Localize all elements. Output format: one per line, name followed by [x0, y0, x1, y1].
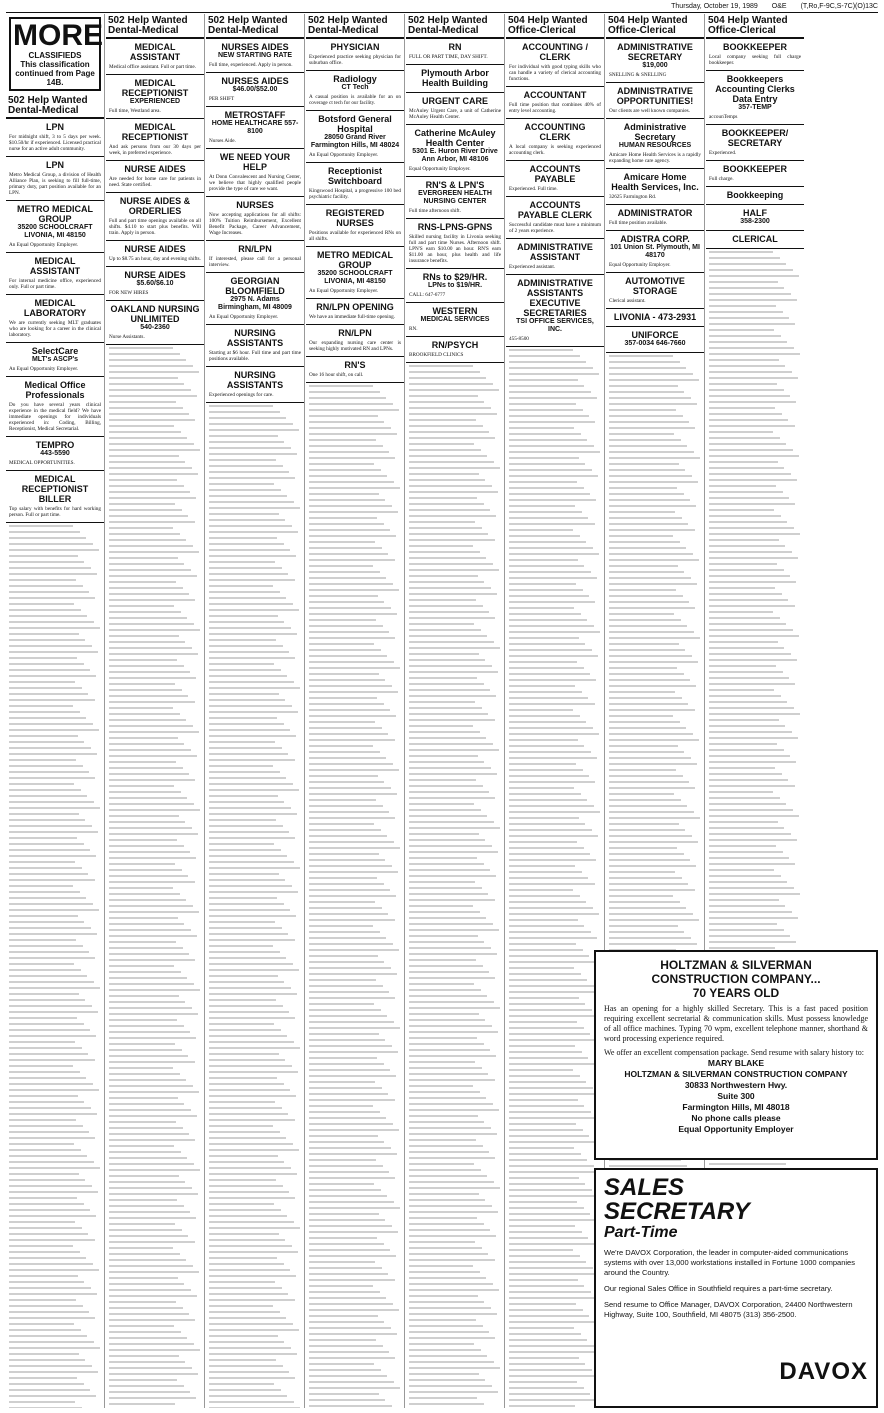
ad-headline: NURSE AIDES & ORDERLIES — [119, 196, 191, 216]
ad-body: Full time position that combines 40% of entry level accounting. — [509, 102, 601, 114]
ad-headline: Amicare Home Health Services, Inc. — [611, 172, 699, 192]
column-heading: 502 Help Wanted Dental-Medical — [6, 94, 104, 119]
ad-headline: RN/LPN — [238, 244, 272, 254]
ad-subhead: 2975 N. Adams Birmingham, MI 48009 — [218, 296, 292, 311]
classified-ad — [206, 367, 304, 403]
ad-headline: ADMINISTRATIVE ASSISTANTS EXECUTIVE SECRETARIES — [517, 278, 593, 318]
more-title: MORE — [13, 19, 103, 52]
ad-headline: RN'S & LPN'S — [425, 180, 485, 190]
classified-ad — [706, 205, 804, 231]
ad-body: Positions available for experienced RNs on all shifts. — [309, 230, 401, 242]
ad-body: 32625 Farmington Rd. — [609, 194, 657, 200]
ad-body: Up to $8.75 an hour, day and evening shifts. — [109, 256, 201, 262]
classified-column — [6, 14, 105, 1408]
ad-subhead: HOME HEALTHCARE 557-8100 — [211, 120, 299, 135]
classified-ad — [306, 325, 404, 357]
ad-subhead: MEDICAL SERVICES — [420, 316, 490, 323]
ad-subhead: $19,000 — [642, 62, 668, 69]
ad-body: An Equal Opportunity Employer. — [309, 288, 379, 294]
ad-body: Amicare Home Health Services is a rapidly expanding home care agency. — [609, 152, 701, 164]
ad-body: RN. — [409, 326, 418, 332]
classified-ad — [206, 273, 304, 325]
ad-headline: ADMINISTRATIVE ASSISTANT — [517, 242, 593, 262]
column-heading: 502 Help Wanted Dental-Medical — [106, 14, 204, 39]
classified-ad — [106, 193, 204, 241]
classified-ad — [6, 119, 104, 157]
ad-body: Kingswood Hospital, a progressive 100 bed psychiatric facility. — [309, 188, 401, 200]
ad-subhead: $46.00/$52.00 — [232, 86, 278, 93]
classified-ad — [6, 471, 104, 523]
classified-ad — [406, 93, 504, 125]
classified-ad — [506, 87, 604, 119]
ad-headline: CLERICAL — [732, 234, 778, 244]
ad-subhead: 5301 E. Huron River Drive Ann Arbor, MI 48106 — [412, 148, 498, 163]
ad-headline: ACCOUNTS PAYABLE — [529, 164, 581, 184]
classified-ad — [306, 163, 404, 205]
ad-body: We are currently seeking MLT graduates who are looking for a career in the clinical laboratory. — [9, 320, 101, 338]
classified-ad — [706, 71, 804, 125]
ad-body: BROOKFIELD CLINICS — [409, 352, 464, 358]
ad-headline: NURSING ASSISTANTS — [226, 328, 284, 348]
ad-body: For midnight shift, 3 to 5 days per week. $10.50/hr if experienced. Licensed practical nurse for an active adult community. — [9, 134, 101, 152]
ad-subhead: TSI OFFICE SERVICES, INC. — [516, 318, 594, 333]
ad-headline: MEDICAL RECEPTIONIST — [121, 78, 189, 98]
classified-ad — [106, 119, 204, 161]
ad-headline: WE NEED YOUR HELP — [219, 152, 291, 172]
column-heading: 504 Help Wanted Office-Clerical — [606, 14, 704, 39]
classified-ad — [706, 39, 804, 71]
ad-body: McAuley Urgent Care, a unit of Catherine McAuley Health Center. — [409, 108, 501, 120]
ad-subhead: CT Tech — [341, 84, 369, 91]
ad-headline: TEMPRO — [35, 440, 75, 450]
classified-ad — [106, 267, 204, 301]
holtzman-contact6: No phone calls please — [691, 1113, 781, 1123]
classified-ad — [706, 125, 804, 161]
ad-subhead: $5.60/$6.10 — [136, 280, 174, 287]
ad-headline: MEDICAL RECEPTIONIST — [121, 122, 189, 142]
ad-headline: HALF — [743, 208, 767, 218]
classified-ad — [206, 197, 304, 241]
classified-ad — [6, 201, 104, 253]
ad-headline: Bookkeeping — [726, 190, 784, 200]
classified-ad — [306, 39, 404, 71]
classified-ad — [206, 241, 304, 273]
ad-subhead: MLT's ASCP's — [31, 356, 79, 363]
ad-headline: BOOKKEEPER — [722, 42, 787, 52]
ad-headline: AUTOMOTIVE STORAGE — [625, 276, 685, 296]
column-heading: 504 Help Wanted Office-Clerical — [506, 14, 604, 39]
ad-body: MEDICAL OPPORTUNITIES. — [9, 460, 75, 466]
classified-ad — [606, 231, 704, 273]
classified-column — [206, 14, 305, 1408]
classified-ad — [306, 205, 404, 247]
ad-body: Top salary with benefits for hard working person. Full or part time. — [9, 506, 101, 518]
fine-print-lines — [9, 525, 101, 1408]
more-classifieds-box — [9, 17, 101, 91]
ad-headline: MEDICAL ASSISTANT — [29, 256, 81, 276]
classified-ad — [106, 39, 204, 75]
classified-ad — [106, 301, 204, 345]
ad-headline: MEDICAL RECEPTIONIST BILLER — [21, 474, 89, 504]
ad-headline: ACCOUNTANT — [523, 90, 587, 100]
sales-body3: Send resume to Office Manager, DAVOX Corporation, 24400 Northwestern Highway, Suite 100, Southfield, MI 48075 (313) 356-2500. — [604, 1300, 853, 1319]
ad-body: Full time position available. — [609, 220, 668, 226]
ad-headline: METROSTAFF — [224, 110, 286, 120]
fine-print-lines — [209, 405, 301, 1408]
classified-ad — [506, 161, 604, 197]
classified-column — [106, 14, 205, 1408]
ad-headline: SelectCare — [31, 346, 79, 356]
ad-body: Experienced assistant. — [509, 264, 556, 270]
ad-body: PER SHIFT — [209, 96, 235, 102]
classified-ad — [506, 197, 604, 239]
classified-ad — [106, 75, 204, 119]
ad-headline: NURSES AIDES — [221, 76, 289, 86]
ad-body: FOR NEW HIRES — [109, 290, 149, 296]
ad-subhead: EXPERIENCED — [129, 98, 181, 105]
ad-subhead: 101 Union St. Plymouth, MI 48170 — [610, 244, 700, 259]
ad-headline: LIVONIA - 473-2931 — [613, 312, 697, 322]
classified-ad — [706, 231, 804, 249]
ad-headline: Receptionist Switchboard — [327, 166, 382, 186]
classified-ad — [206, 39, 304, 73]
ad-body: Experienced practice seeking physician for suburban office. — [309, 54, 401, 66]
ad-headline: NURSES AIDES — [221, 42, 289, 52]
classified-ad — [606, 39, 704, 83]
ad-headline: METRO MEDICAL GROUP — [17, 204, 93, 224]
ad-body: Successful candidate must have a minimum of 2 years experience. — [509, 222, 601, 234]
classified-ad — [506, 239, 604, 275]
holtzman-body2: We offer an excellent compensation package. Send resume with salary history to: — [604, 1048, 865, 1057]
ad-headline: BOOKKEEPER — [722, 164, 787, 174]
ad-headline: METRO MEDICAL GROUP — [317, 250, 393, 270]
classified-ad — [306, 357, 404, 383]
ad-body: A casual position is available for an on coverage ct tech for our facility. — [309, 94, 401, 106]
ad-headline: Botsford General Hospital — [318, 114, 392, 134]
ad-body: Nurses Aide. — [209, 138, 236, 144]
ad-body: Medical office assistant. Full or part time. — [109, 64, 196, 70]
more-line2: This classification continued from Page 14B. — [15, 60, 95, 87]
classified-ad — [606, 83, 704, 119]
holtzman-contact5: Farmington Hills, MI 48018 — [682, 1102, 790, 1112]
classified-ad — [6, 343, 104, 377]
ad-body: CALL: 647-6777 — [409, 292, 446, 298]
header-edition: O&E — [771, 2, 787, 10]
classified-ad — [406, 303, 504, 337]
ad-headline: PHYSICIAN — [330, 42, 380, 52]
ad-headline: Radiology — [333, 74, 377, 84]
classified-ad — [406, 337, 504, 363]
ad-headline: RNS-LPNS-GPNS — [417, 222, 493, 232]
ad-headline: NURSES — [236, 200, 274, 210]
ad-body: A local company is seeking experienced accounting clerk. — [509, 144, 601, 156]
sales-title3: Part-Time — [604, 1224, 678, 1241]
classified-ad — [6, 377, 104, 437]
column-heading: 502 Help Wanted Dental-Medical — [306, 14, 404, 39]
classified-ad — [206, 107, 304, 149]
ad-body: Full and part time openings available on all shifts. $4.10 to start plus benefits. Will train. Apply in person. — [109, 218, 201, 236]
fine-print-lines — [409, 365, 501, 1408]
classified-ad — [606, 327, 704, 353]
classified-ad — [606, 119, 704, 169]
ad-headline: ACCOUNTING CLERK — [524, 122, 586, 142]
page-header — [6, 0, 878, 13]
ad-headline: URGENT CARE — [421, 96, 488, 106]
classified-ad — [406, 39, 504, 65]
ad-body: Full time afternoon shift. — [409, 208, 461, 214]
classified-ad — [206, 73, 304, 107]
ad-body: For individual with good typing skills who can handle a variety of clerical accounting functions. — [509, 64, 601, 82]
ad-subhead: 443-5590 — [40, 450, 70, 457]
davox-sales-ad — [594, 1168, 878, 1408]
holtzman-body: Has an opening for a highly skilled Secretary. This is a fast paced position requiring excellent secretarial & communication skills. Must possess knowledge of all office machines. Typing 70 wpm, excellent telephone manner, shorthand & word processing experience required. — [604, 1004, 868, 1043]
classified-ad — [606, 273, 704, 309]
classified-ad — [606, 205, 704, 231]
classified-ad — [506, 275, 604, 347]
ad-body: accounTemps — [709, 114, 738, 120]
ad-body: Metro Medical Group, a division of Health Alliance Plan, is seeking to fill full-time, primary duty, part position available for an LPN. — [9, 172, 101, 196]
holtzman-title2: CONSTRUCTION COMPANY... — [651, 972, 821, 986]
classified-column — [306, 14, 405, 1408]
ad-body: FULL OR PART TIME, DAY SHIFT. — [409, 54, 488, 60]
ad-body: Experienced. Full time. — [509, 186, 558, 192]
classified-ad — [6, 295, 104, 343]
ad-subhead: 540-2360 — [140, 324, 170, 331]
ad-headline: NURSING ASSISTANTS — [226, 370, 284, 390]
holtzman-display-ad — [594, 950, 878, 1160]
ad-headline: ADMINISTRATIVE OPPORTUNITIES! — [616, 86, 694, 106]
ad-headline: ACCOUNTS PAYABLE CLERK — [517, 200, 593, 220]
ad-body: Equal Opportunity Employer. — [409, 166, 471, 172]
classified-ad — [406, 177, 504, 219]
sales-body2: Our regional Sales Office in Southfield requires a part-time secretary. — [604, 1284, 833, 1293]
classified-ad — [606, 309, 704, 327]
davox-logo: DAVOX — [779, 1358, 868, 1385]
ad-body: Now accepting applications for all shifts: 100% Tuition Reimbursement, Excellent Benefit Package, Career Advancement, Wage Increases. — [209, 212, 301, 236]
ad-headline: GEORGIAN BLOOMFIELD — [225, 276, 285, 296]
holtzman-contact3: 30833 Northwestern Hwy. — [684, 1080, 788, 1090]
ad-headline: WESTERN — [432, 306, 478, 316]
classified-ad — [506, 119, 604, 161]
classified-ad — [606, 169, 704, 205]
ad-body: Full charge. — [709, 176, 734, 182]
holtzman-contact7: Equal Opportunity Employer — [678, 1124, 794, 1134]
ad-headline: ADISTRA CORP. — [620, 234, 690, 244]
classified-ad — [406, 219, 504, 269]
ad-body: Clerical assistant. — [609, 298, 646, 304]
ad-subhead: HUMAN RESOURCES — [618, 142, 692, 149]
ad-headline: ACCOUNTING / CLERK — [522, 42, 588, 62]
header-code: (T,Ro,F-9C,S-7C)(O)13C — [800, 2, 878, 10]
ad-body: At Donn Convalescent and Nursing Center, we believe that highly qualified people provide the type of care we want. — [209, 174, 301, 192]
ad-body: Experienced. — [709, 150, 737, 156]
ad-headline: REGISTERED NURSES — [325, 208, 385, 228]
classified-ad — [6, 157, 104, 201]
ad-body: Our clients are well known companies. — [609, 108, 690, 114]
holtzman-title1: HOLTZMAN & SILVERMAN — [660, 958, 812, 972]
fine-print-lines — [509, 349, 601, 1408]
ad-subhead: 358-2300 — [740, 218, 770, 225]
ad-body: Equal Opportunity Employer. — [609, 262, 671, 268]
classified-ad — [206, 325, 304, 367]
ad-headline: LPN — [46, 122, 64, 132]
ad-body: Starting at $6 hour. Full time and part time positions available. — [209, 350, 301, 362]
header-date: Thursday, October 19, 1989 — [671, 2, 758, 10]
sales-title2: SECRETARY — [604, 1198, 750, 1225]
ad-headline: ADMINISTRATIVE SECRETARY — [617, 42, 693, 62]
ad-headline: UNIFORCE — [631, 330, 679, 340]
ad-headline: BOOKKEEPER/ SECRETARY — [721, 128, 789, 148]
ad-headline: MEDICAL LABORATORY — [23, 298, 87, 318]
ad-headline: MEDICAL ASSISTANT — [129, 42, 181, 62]
ad-headline: ADMINISTRATOR — [617, 208, 693, 218]
ad-headline: NURSE AIDES — [124, 164, 186, 174]
classified-ad — [506, 39, 604, 87]
ad-body: An Equal Opportunity Employer. — [9, 366, 79, 372]
ad-subhead: 35200 SCHOOLCRAFT LIVONIA, MI 48150 — [317, 270, 393, 285]
sales-title1: SALES — [604, 1174, 685, 1201]
ad-body: Experienced openings for care. — [209, 392, 274, 398]
column-heading: 502 Help Wanted Dental-Medical — [406, 14, 504, 39]
ad-subhead: 357-0034 646-7660 — [624, 340, 686, 347]
ad-body: And ask persons from our 30 days per week, in preferred experience. — [109, 144, 201, 156]
classified-ad — [106, 161, 204, 193]
ad-body: 455-8500 — [509, 336, 529, 342]
ad-headline: Catherine McAuley Health Center — [414, 128, 496, 148]
ad-headline: NURSE AIDES — [124, 244, 186, 254]
holtzman-contact2: HOLTZMAN & SILVERMAN CONSTRUCTION COMPANY — [624, 1069, 848, 1079]
ad-body: An Equal Opportunity Employer. — [9, 242, 79, 248]
more-line1: CLASSIFIEDS — [28, 51, 82, 60]
fine-print-lines — [109, 347, 201, 1408]
classified-ad — [306, 111, 404, 163]
ad-headline: OAKLAND NURSING UNLIMITED — [110, 304, 200, 324]
ad-subhead: 28050 Grand River Farmington Hills, MI 48024 — [310, 134, 400, 149]
ad-body: Skilled nursing facility in Livonia seeking full and part time Nurses. Afternoon shift. LPN'S earn $10.00 an hour. RN'S earn $11.00 an hour, plus health and life insurance benefits. — [409, 234, 501, 264]
classified-ad — [6, 253, 104, 295]
classified-ad — [206, 149, 304, 197]
classified-ad — [406, 269, 504, 303]
ad-body: Local company seeking full charge bookkeeper. — [709, 54, 801, 66]
classified-column — [506, 14, 605, 1408]
ad-body: Do you have several years clinical experience in the medical field? We have immediate openings for individuals experienced in: Coding, Billing, Receptionist, Medical Secretarial. — [9, 402, 101, 432]
ad-headline: Plymouth Arbor Health Building — [421, 68, 489, 88]
ad-body: Nurse Assistants. — [109, 334, 145, 340]
ad-body: SNELLING & SNELLING — [609, 72, 667, 78]
classified-ad — [306, 299, 404, 325]
classified-ad — [406, 65, 504, 93]
classified-column — [406, 14, 505, 1408]
classified-ad — [306, 71, 404, 111]
column-heading: 502 Help Wanted Dental-Medical — [206, 14, 304, 39]
classified-ad — [706, 161, 804, 187]
classified-ad — [406, 125, 504, 177]
ad-body: Are needed for home care for patients in need. State certified. — [109, 176, 201, 188]
sales-body1: We're DAVOX Corporation, the leader in computer-aided communications systems with over 13,000 workstations installed in Fortune 1000 companies around the Country. — [604, 1248, 855, 1277]
classified-ad — [6, 437, 104, 471]
ad-subhead: 35200 SCHOOLCRAFT LIVONIA, MI 48150 — [17, 224, 93, 239]
ad-headline: Medical Office Professionals — [24, 380, 86, 400]
ad-headline: Bookkeepers Accounting Clerks Data Entry — [715, 74, 795, 104]
classified-ad — [706, 187, 804, 205]
ad-body: An Equal Opportunity Employer. — [309, 152, 379, 158]
ad-headline: RNs to $29/HR. — [422, 272, 488, 282]
ad-headline: RN/LPN — [338, 328, 372, 338]
ad-subhead: LPNs to $19/HR. — [427, 282, 483, 289]
ad-body: We have an immediate full-time opening. — [309, 314, 396, 320]
ad-subhead: 357-TEMP — [738, 104, 772, 111]
ad-headline: RN'S — [344, 360, 366, 370]
classified-ad — [306, 247, 404, 299]
ad-body: If interested, please call for a personal interview. — [209, 256, 301, 268]
ad-body: Full time, experienced. Apply in person. — [209, 62, 293, 68]
holtzman-title3: 70 YEARS OLD — [692, 986, 780, 1000]
ad-headline: RN/PSYCH — [431, 340, 479, 350]
holtzman-contact1: MARY BLAKE — [707, 1058, 765, 1068]
ad-body: Our expanding nursing care center is seeking highly motivated RN and LPNs. — [309, 340, 401, 352]
ad-headline: RN — [448, 42, 462, 52]
ad-headline: LPN — [46, 160, 64, 170]
ad-subhead: NEW STARTING RATE — [217, 52, 292, 59]
ad-body: One 16 hour shift, on call. — [309, 372, 364, 378]
ad-body: Full time, Westland area. — [109, 108, 161, 114]
holtzman-contact4: Suite 300 — [717, 1091, 755, 1101]
ad-subhead: EVERGREEN HEALTH NURSING CENTER — [418, 190, 492, 205]
fine-print-lines — [309, 385, 401, 1408]
column-heading: 504 Help Wanted Office-Clerical — [706, 14, 804, 39]
ad-headline: Administrative Secretary — [623, 122, 687, 142]
ad-body: For internal medicine office, experienced only. Full or part time. — [9, 278, 101, 290]
ad-headline: RN/LPN OPENING — [316, 302, 394, 312]
ad-body: An Equal Opportunity Employer. — [209, 314, 279, 320]
ad-headline: NURSE AIDES — [124, 270, 186, 280]
classified-ad — [106, 241, 204, 267]
